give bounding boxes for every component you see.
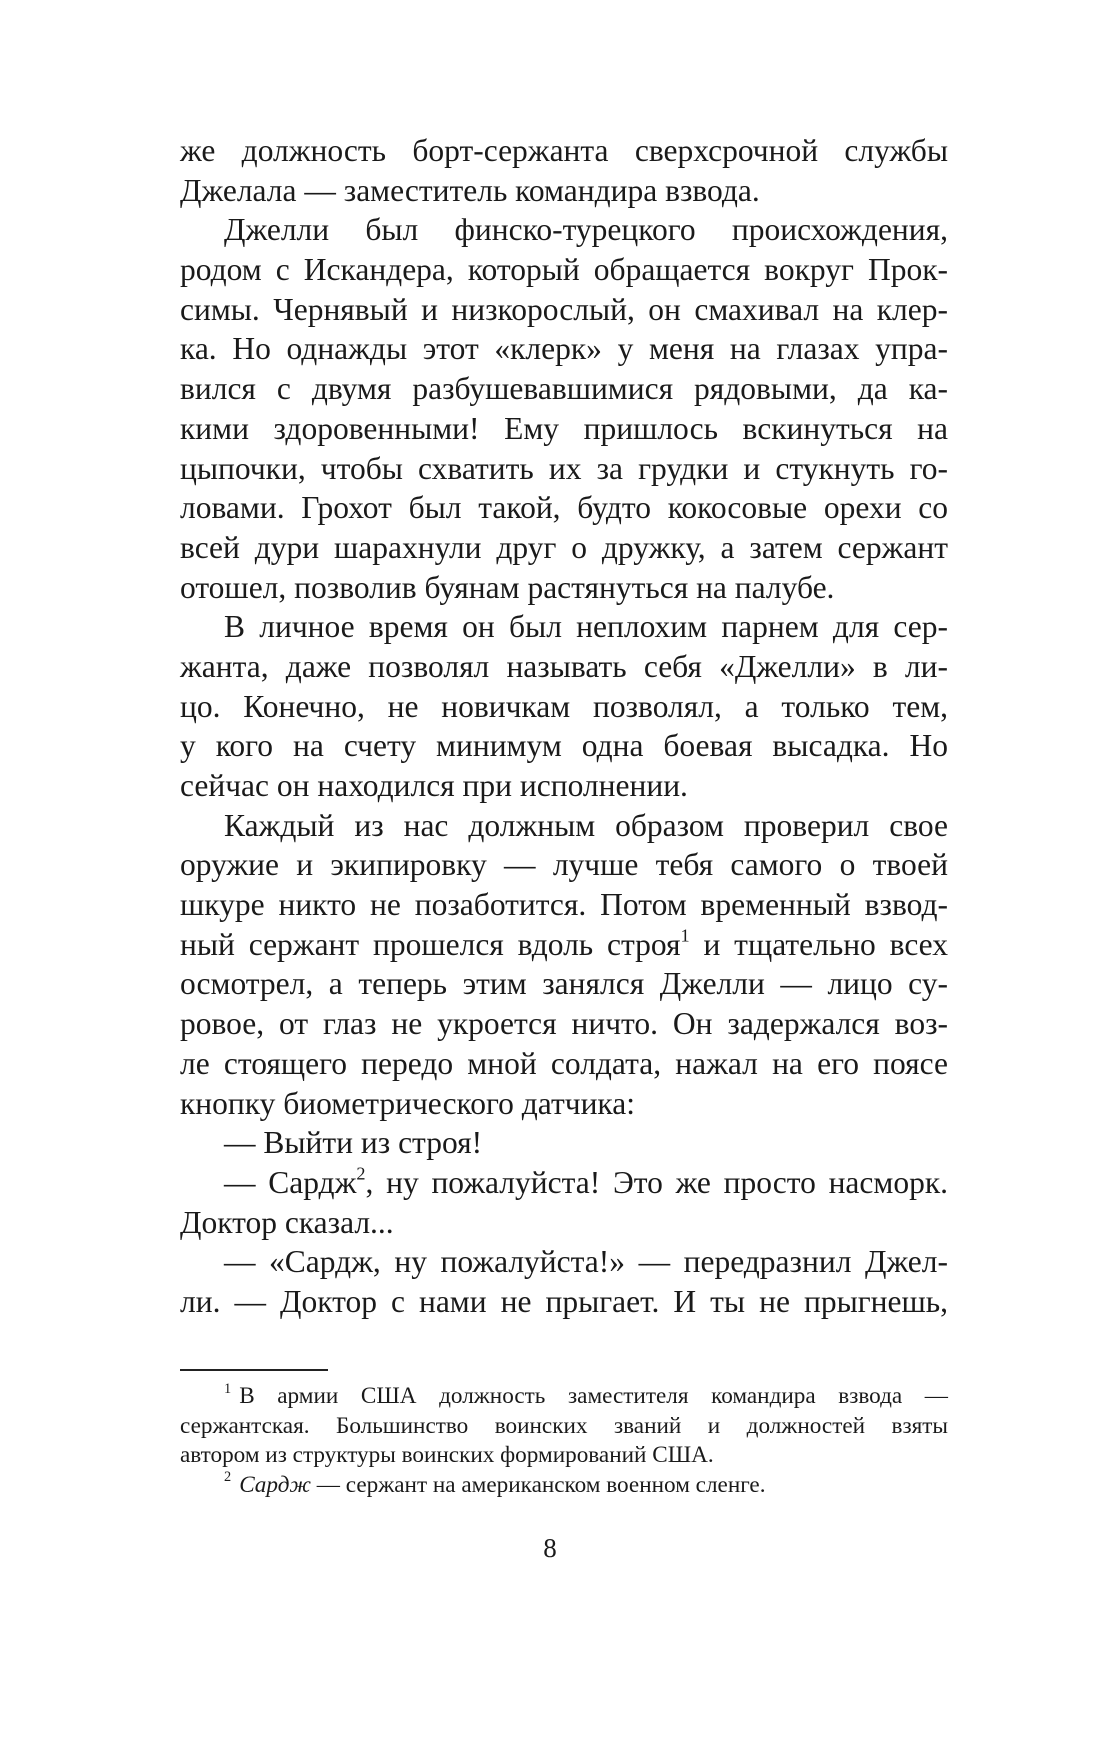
text-line: Каждый из нас должным образом проверил свое bbox=[224, 807, 948, 843]
text-line: вился с двумя разбушевавшимися рядовыми, да ка- bbox=[180, 371, 948, 407]
text-line: ловами. Грохот был такой, будто кокосовые орехи со bbox=[180, 490, 948, 526]
text-line: — Выйти из строя! bbox=[224, 1125, 483, 1161]
text-line: цо. Конечно, не новичкам позволял, а только тем, bbox=[180, 688, 948, 724]
text-line: оружие и экипировку — лучше тебя самого о твоей bbox=[180, 847, 948, 883]
text-line bbox=[180, 1163, 948, 1203]
text-segment: ный сержант прошелся вдоль строя bbox=[180, 926, 681, 962]
text-segment: — Сардж bbox=[224, 1164, 357, 1200]
footnote-ref-1: 1 bbox=[680, 925, 690, 946]
page-number: 8 bbox=[543, 1533, 557, 1563]
text-line: Джелала — заместитель командира взвода. bbox=[180, 172, 760, 208]
text-line: родом с Искандера, который обращается вокруг Прок- bbox=[180, 252, 948, 288]
text-line: ли. — Доктор с нами не прыгает. И ты не прыгнешь, bbox=[180, 1283, 948, 1319]
text-line: осмотрел, а теперь этим занялся Джелли — лицо су- bbox=[180, 966, 948, 1002]
footnote-text: В армии США должность заместителя командира взвода — bbox=[239, 1383, 948, 1409]
text-line: ле стоящего передо мной солдата, нажал на его поясе bbox=[180, 1045, 948, 1081]
text-line: Джелли был финско-турецкого происхождения, bbox=[224, 212, 948, 248]
text-line: В личное время он был неплохим парнем для сер- bbox=[224, 609, 948, 645]
text-line: цыпочки, чтобы схватить их за грудки и стукнуть го- bbox=[180, 450, 948, 486]
footnote-ref-2: 2 bbox=[356, 1163, 366, 1184]
text-line: у кого на счету минимум одна боевая высадка. Но bbox=[180, 728, 948, 764]
text-line: ка. Но однажды этот «клерк» у меня на глазах упра- bbox=[180, 331, 948, 367]
text-line: шкуре никто не позаботится. Потом временный взвод- bbox=[180, 887, 948, 923]
text-segment: и тщательно всех bbox=[689, 926, 949, 962]
text-line: сейчас он находился при исполнении. bbox=[180, 768, 688, 803]
footnote-mark: 2 bbox=[224, 1469, 232, 1486]
footnote-divider bbox=[180, 1369, 328, 1371]
text-line: отошел, позволив буянам растянуться на палубе. bbox=[180, 569, 835, 605]
footnote-text: — сержант на американском военном сленге. bbox=[311, 1471, 766, 1498]
text-line: жанта, даже позволял называть себя «Джелли» в ли- bbox=[180, 648, 948, 684]
text-line: Доктор сказал... bbox=[180, 1204, 394, 1240]
text-segment: , ну пожалуйста! Это же просто насморк. bbox=[365, 1164, 949, 1200]
footnote-mark: 1 bbox=[224, 1380, 232, 1397]
footnote-line: сержантская. Большинство воинских званий и должностей взяты bbox=[180, 1412, 948, 1439]
text-line bbox=[180, 925, 948, 965]
footnote-term: Сардж bbox=[239, 1471, 311, 1498]
text-line: всей дури шарахнули друг о дружку, а затем сержант bbox=[180, 529, 948, 565]
footnotes bbox=[180, 1382, 948, 1500]
text-line: кими здоровенными! Ему пришлось вскинуться на bbox=[180, 410, 948, 446]
text-line: же должность борт-сержанта сверхсрочной службы bbox=[180, 133, 948, 168]
footnote-line: автором из структуры воинских формирований США. bbox=[180, 1442, 714, 1468]
footnote-1 bbox=[180, 1382, 948, 1412]
text-line: кнопку биометрического датчика: bbox=[180, 1085, 635, 1121]
footnote-2 bbox=[180, 1471, 948, 1501]
text-line: — «Сардж, ну пожалуйста!» — передразнил Джел- bbox=[224, 1244, 948, 1280]
text-line: ровое, от глаз не укроется ничто. Он задержался воз- bbox=[180, 1006, 948, 1042]
text-line: симы. Чернявый и низкорослый, он смахивал на клер- bbox=[180, 291, 948, 327]
body-text bbox=[180, 131, 948, 1322]
